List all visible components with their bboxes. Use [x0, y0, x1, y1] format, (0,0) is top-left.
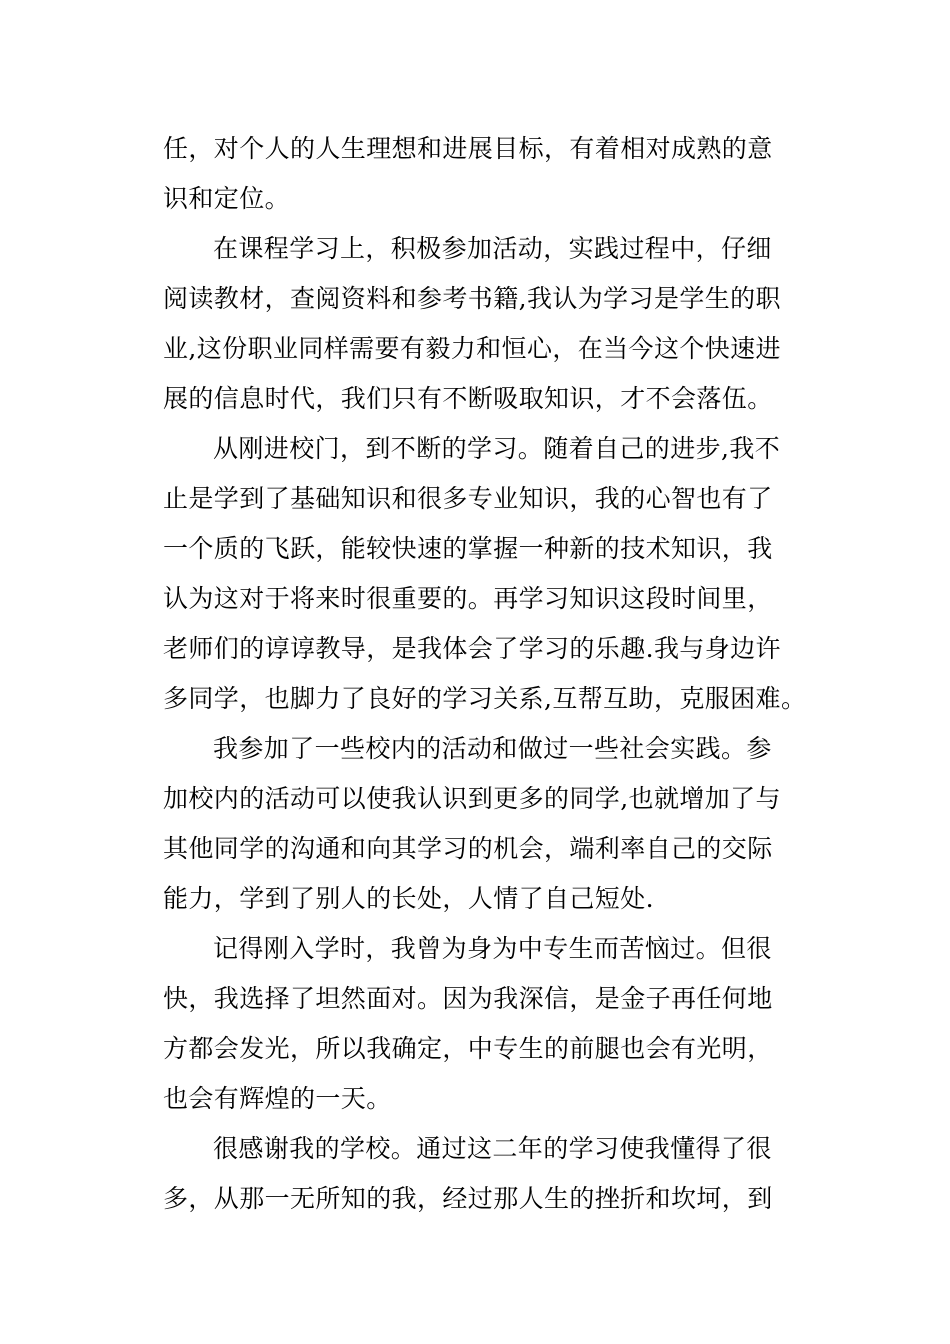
text-line: 加校内的活动可以使我认识到更多的同学,也就增加了与	[163, 784, 781, 813]
text-line: 止是学到了基础知识和很多专业知识，我的心智也有了	[163, 484, 773, 513]
text-line: 其他同学的沟通和向其学习的机会，端利率自己的交际	[163, 834, 773, 863]
text-line: 方都会发光，所以我确定，中专生的前腿也会有光明，	[163, 1034, 773, 1063]
paragraph-start-line: 我参加了一些校内的活动和做过一些社会实践。参	[213, 734, 772, 763]
text-line: 阅读教材，查阅资料和参考书籍,我认为学习是学生的职	[163, 284, 781, 313]
text-line: 认为这对于将来时很重要的。再学习知识这段时间里，	[163, 584, 773, 613]
text-line: 多，从那一无所知的我，经过那人生的挫折和坎坷，到	[163, 1184, 773, 1213]
text-line: 老师们的谆谆教导，是我体会了学习的乐趣.我与身边许	[163, 634, 781, 663]
text-line: 业,这份职业同样需要有毅力和恒心，在当今这个快速进	[163, 334, 781, 363]
text-line: 展的信息时代，我们只有不断吸取知识，才不会落伍。	[163, 384, 773, 413]
paragraph-start-line: 从刚进校门，到不断的学习。随着自己的进步,我不	[213, 434, 781, 463]
text-line: 快，我选择了坦然面对。因为我深信，是金子再任何地	[163, 984, 773, 1013]
paragraph-start-line: 很感谢我的学校。通过这二年的学习使我懂得了很	[213, 1134, 772, 1163]
text-line: 任，对个人的人生理想和进展目标，有着相对成熟的意	[163, 134, 773, 163]
text-line: 识和定位。	[163, 184, 291, 213]
text-line: 多同学，也脚力了良好的学习关系,互帮互助，克服困难。	[163, 684, 807, 713]
text-line: 能力，学到了别人的长处，人情了自己短处.	[163, 884, 654, 913]
text-line: 也会有辉煌的一天。	[163, 1084, 392, 1113]
paragraph-start-line: 在课程学习上，积极参加活动，实践过程中，仔细	[213, 234, 772, 263]
body-text	[163, 124, 823, 1224]
text-line: 一个质的飞跃，能较快速的掌握一种新的技术知识，我	[163, 534, 773, 563]
paragraph-start-line: 记得刚入学时，我曾为身为中专生而苦恼过。但很	[213, 934, 772, 963]
